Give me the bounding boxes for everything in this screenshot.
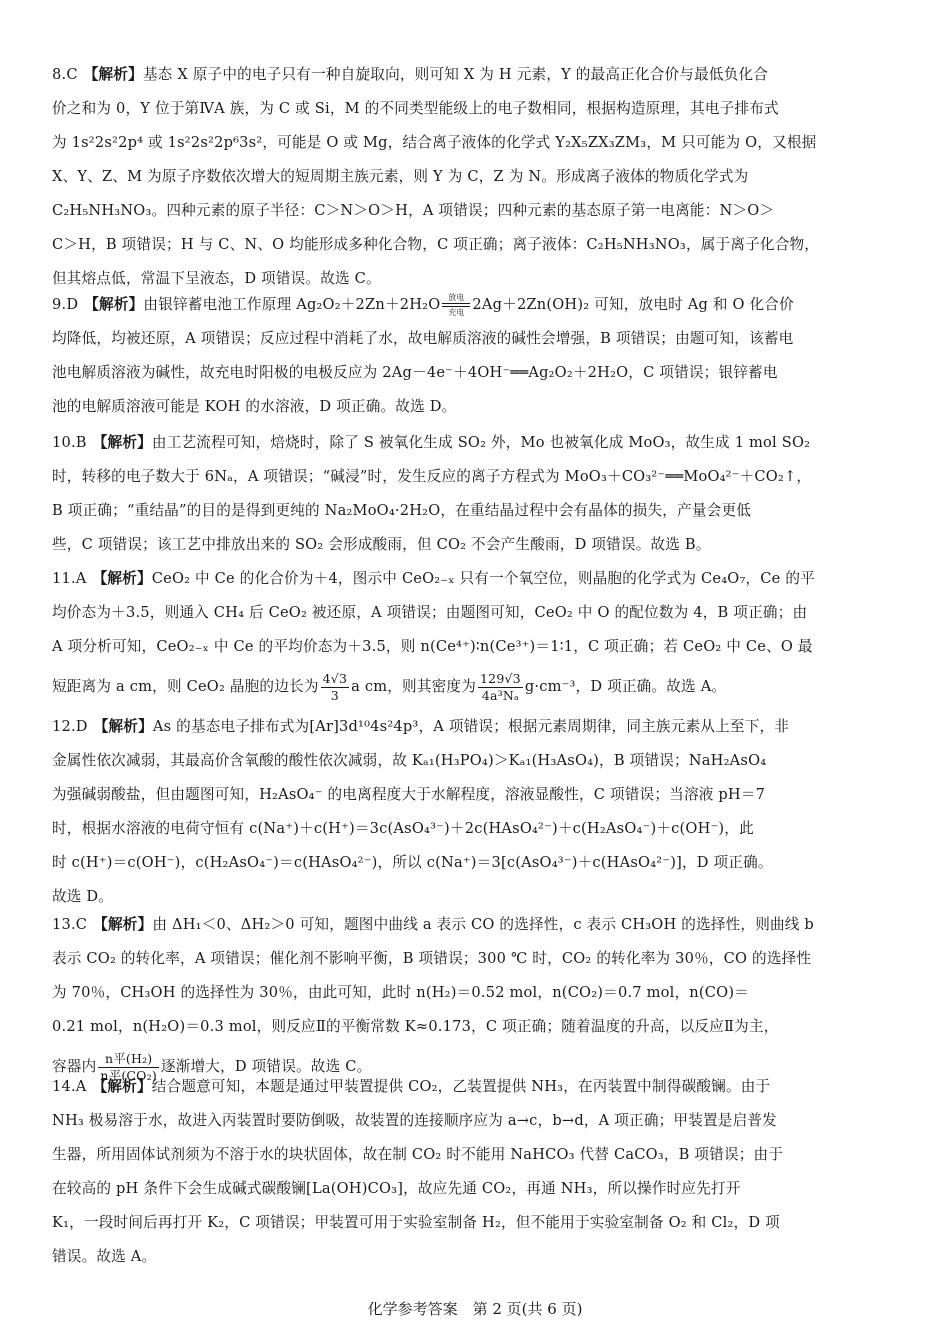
answer-number: 12.D <box>52 718 88 735</box>
answer-line: 价之和为 0，Y 位于第ⅣA 族，为 C 或 Si，M 的不同类型能级上的电子数相同，根据构造原理，其电子排布式 <box>52 100 779 117</box>
answer-line: K₁，一段时间后再打开 K₂，C 项错误；甲装置可用于实验室制备 H₂，但不能用于实验室制备 O₂ 和 Cl₂，D 项 <box>52 1214 780 1231</box>
answer-line: 13.C 【解析】由 ΔH₁＜0、ΔH₂＞0 可知，题图中曲线 a 表示 CO 的选择性，c 表示 CH₃OH 的选择性，则曲线 b <box>52 916 814 933</box>
answer-line: 10.B 【解析】由工艺流程可知，焙烧时，除了 S 被氧化生成 SO₂ 外，Mo 也被氧化成 MoO₃，故生成 1 mol SO₂ <box>52 434 811 451</box>
edge-length-fraction: $\frac{4√3}{3}$ <box>322 670 348 703</box>
answer-item-10 <box>52 426 904 562</box>
analysis-tag: 【解析】 <box>84 296 144 313</box>
answer-line: 容器内 $\frac{\text{n平(H₂)}}{\text{n平(CO₂)}}$ 逐渐增大，D 项错误。故选 C。 <box>52 1050 372 1083</box>
answer-line: 为 70％，CH₃OH 的选择性为 30％，由此可知，此时 n(H₂)＝0.52 mol，n(CO₂)＝0.7 mol，n(CO)＝ <box>52 984 750 1001</box>
answer-line: 11.A 【解析】CeO₂ 中 Ce 的化合价为＋4，图示中 CeO₂₋ₓ 只有一个氧空位，则晶胞的化学式为 Ce₄O₇，Ce 的平 <box>52 570 815 587</box>
answer-line: 8.C 【解析】基态 X 原子中的电子只有一种自旋取向，则可知 X 为 H 元素，Y 的最高正化合价与最低负化合 <box>52 66 769 83</box>
answer-item-8 <box>52 58 904 296</box>
answer-number: 8.C <box>52 66 78 83</box>
answer-line: 生器，所用固体试剂须为不溶于水的块状固体，故在制 CO₂ 时不能用 NaHCO₃ 代替 CaCO₃，B 项错误；由于 <box>52 1146 784 1163</box>
density-fraction: $\frac{129√3}{\text{4a³Nₐ}}$ <box>480 670 521 703</box>
answer-line: 9.D 【解析】由银锌蓄电池工作原理 Ag₂O₂＋2Zn＋2H₂O 放电 充电 2Ag＋2Zn(OH)₂ 可知，放电时 Ag 和 O 化合价 <box>52 293 794 317</box>
analysis-tag: 【解析】 <box>93 718 153 735</box>
answer-line: X、Y、Z、M 为原子序数依次增大的短周期主族元素，则 Y 为 C，Z 为 N。形成离子液体的物质化学式为 <box>52 168 749 185</box>
answer-line: NH₃ 极易溶于水，故进入丙装置时要防倒吸，故装置的连接顺序应为 a→c，b→d，A 项正确；甲装置是启普发 <box>52 1112 777 1129</box>
answer-line: 些，C 项错误；该工艺中排放出来的 SO₂ 会形成酸雨，但 CO₂ 不会产生酸雨，D 项错误。故选 B。 <box>52 536 711 553</box>
answer-line: C＞H，B 项错误；H 与 C、N、O 均能形成多种化合物，C 项正确；离子液体：C₂H₅NH₃NO₃，属于离子化合物， <box>52 236 820 253</box>
answer-line: 时，转移的电子数大于 6Nₐ，A 项错误；“碱浸”时，发生反应的离子方程式为 MoO₃＋CO₃²⁻══MoO₄²⁻＋CO₂↑， <box>52 468 812 485</box>
analysis-tag: 【解析】 <box>92 570 152 587</box>
answer-line: 均降低，均被还原，A 项错误；反应过程中消耗了水，故电解质溶液的碱性会增强，B 项错误；由题可知，该蓄电 <box>52 330 794 347</box>
answer-line: A 项分析可知，CeO₂₋ₓ 中 Ce 的平均价态为＋3.5，则 n(Ce⁴⁺)∶n(Ce³⁺)＝1∶1，C 项正确；若 CeO₂ 中 Ce、O 最 <box>52 638 813 655</box>
ratio-fraction: $\frac{\text{n平(H₂)}}{\text{n平(CO₂)}}$ <box>100 1050 157 1083</box>
answer-line: 12.D 【解析】As 的基态电子排布式为[Ar]3d¹⁰4s²4p³，A 项错误；根据元素周期律，同主族元素从上至下，非 <box>52 718 790 735</box>
analysis-tag: 【解析】 <box>92 434 152 451</box>
answer-line: 金属性依次减弱，其最高价含氧酸的酸性依次减弱，故 Kₐ₁(H₃PO₄)＞Kₐ₁(H₃AsO₄)，B 项错误；NaH₂AsO₄ <box>52 752 767 769</box>
answer-line: 均价态为＋3.5，则通入 CH₄ 后 CeO₂ 被还原，A 项错误；由题图可知，CeO₂ 中 O 的配位数为 4，B 项正确；由 <box>52 604 808 621</box>
answer-line: 池的电解质溶液可能是 KOH 的水溶液，D 项正确。故选 D。 <box>52 398 457 415</box>
answer-line: 在较高的 pH 条件下会生成碱式碳酸镧[La(OH)CO₃]，故应先通 CO₂，再通 NH₃，所以操作时应先打开 <box>52 1180 741 1197</box>
answer-item-13 <box>52 908 904 1090</box>
analysis-tag: 【解析】 <box>93 916 153 933</box>
answer-number: 13.C <box>52 916 88 933</box>
analysis-tag: 【解析】 <box>92 1078 152 1095</box>
answer-line: 14.A 【解析】结合题意可知，本题是通过甲装置提供 CO₂，乙装置提供 NH₃，在丙装置中制得碳酸镧。由于 <box>52 1078 771 1095</box>
answer-line: 时 c(H⁺)＝c(OH⁻)，c(H₂AsO₄⁻)＝c(HAsO₄²⁻)，所以 c(Na⁺)＝3[c(AsO₄³⁻)＋c(HAsO₄²⁻)]，D 项正确。 <box>52 854 773 871</box>
answer-item-11 <box>52 562 904 710</box>
answer-line: B 项正确；“重结晶”的目的是得到更纯的 Na₂MoO₄·2H₂O，在重结晶过程中会有晶体的损失，产量会更低 <box>52 502 752 519</box>
answer-line: 短距离为 a cm，则 CeO₂ 晶胞的边长为 $\frac{4√3}{3}$ a cm，则其密度为 $\frac{129√3}{\text{4a³Nₐ}}$ g·cm⁻³，D 项正确。故选 A。 <box>52 670 727 703</box>
answer-line: 故选 D。 <box>52 888 114 905</box>
answer-line: 错误。故选 A。 <box>52 1248 157 1265</box>
answer-line: 池电解质溶液为碱性，故充电时阳极的电极反应为 2Ag－4e⁻＋4OH⁻══Ag₂O₂＋2H₂O，C 项错误；银锌蓄电 <box>52 364 778 381</box>
answer-item-12 <box>52 710 904 914</box>
answer-line: 0.21 mol，n(H₂O)＝0.3 mol，则反应Ⅱ的平衡常数 K≈0.173，C 项正确；随着温度的升高，以反应Ⅱ为主， <box>52 1018 779 1035</box>
answer-item-9 <box>52 288 904 424</box>
answer-line: 表示 CO₂ 的转化率，A 项错误；催化剂不影响平衡，B 项错误；300 ℃ 时，CO₂ 的转化率为 30％，CO 的选择性 <box>52 950 812 967</box>
answer-line: 时，根据水溶液的电荷守恒有 c(Na⁺)＋c(H⁺)＝3c(AsO₄³⁻)＋2c(HAsO₄²⁻)＋c(H₂AsO₄⁻)＋c(OH⁻)，此 <box>52 820 754 837</box>
answer-line: 为 1s²2s²2p⁴ 或 1s²2s²2p⁶3s²，可能是 O 或 Mg，结合离子液体的化学式 Y₂X₅ZX₃ZM₃，M 只可能为 O，又根据 <box>52 134 817 151</box>
answer-number: 11.A <box>52 570 87 587</box>
reversible-arrow-icon: 放电 充电 <box>442 293 470 317</box>
answer-line: 为强碱弱酸盐，但由题图可知，H₂AsO₄⁻ 的电离程度大于水解程度，溶液显酸性，C 项错误；当溶液 pH＝7 <box>52 786 766 803</box>
answer-line: C₂H₅NH₃NO₃。四种元素的原子半径：C＞N＞O＞H，A 项错误；四种元素的基态原子第一电离能：N＞O＞ <box>52 202 775 219</box>
page-footer: 化学参考答案 第 2 页(共 6 页) <box>367 1300 583 1318</box>
answer-line: 但其熔点低，常温下呈液态，D 项错误。故选 C。 <box>52 270 381 287</box>
answer-number: 14.A <box>52 1078 87 1095</box>
answer-item-14 <box>52 1070 904 1274</box>
answer-number: 9.D <box>52 296 79 313</box>
analysis-tag: 【解析】 <box>83 66 143 83</box>
answer-number: 10.B <box>52 434 87 451</box>
